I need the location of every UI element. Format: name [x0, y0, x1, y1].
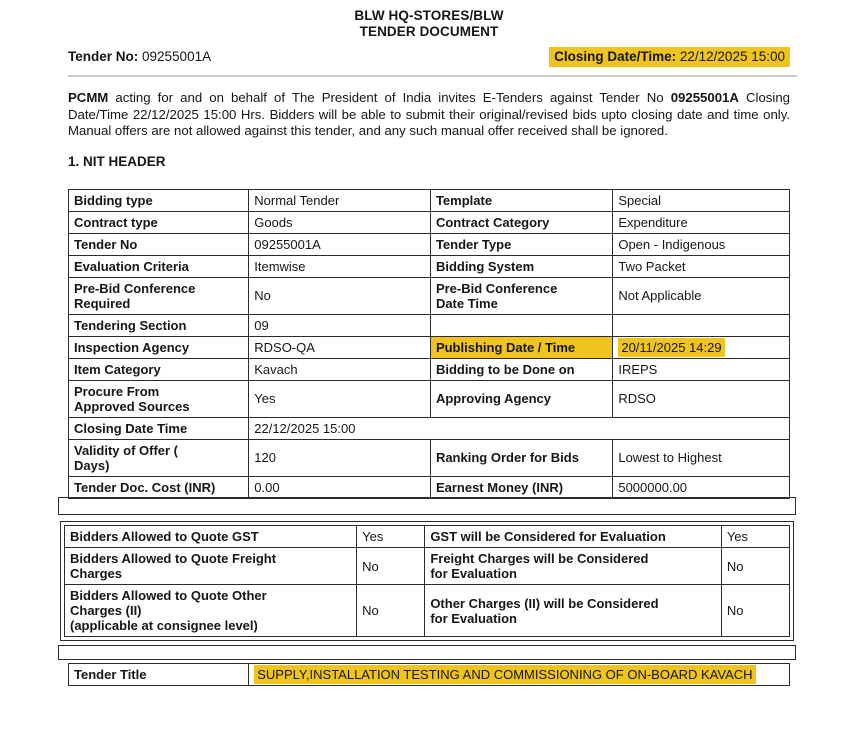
value-cell: Two Packet	[613, 255, 790, 277]
table-row	[69, 417, 790, 439]
tender-no-label: Tender No:	[68, 49, 139, 64]
label-cell: Approving Agency	[430, 380, 612, 417]
empty-row-strip	[58, 645, 796, 660]
tender-title-label-cell: Tender Title	[69, 664, 249, 686]
label-cell: Evaluation Criteria	[69, 255, 249, 277]
label-cell: Ranking Order for Bids	[430, 439, 612, 476]
tender-no	[68, 47, 211, 64]
table-row	[69, 255, 790, 277]
value-cell: IREPS	[613, 358, 790, 380]
label-cell: Item Category	[69, 358, 249, 380]
label-cell: Closing Date Time	[69, 417, 249, 439]
empty-row-strip	[58, 497, 796, 515]
table-row	[69, 380, 790, 417]
gst-table-container	[60, 521, 794, 641]
value-cell: 120	[249, 439, 431, 476]
value-cell: RDSO	[613, 380, 790, 417]
document-title	[68, 8, 790, 40]
table-row	[69, 358, 790, 380]
value-cell: Itemwise	[249, 255, 431, 277]
value-cell: 5000000.00	[613, 476, 790, 498]
table-row	[65, 548, 790, 585]
intro-text-1: acting for and on behalf of The President of India invites E-Tenders against Tender No	[108, 90, 671, 105]
value-cell: Not Applicable	[613, 277, 790, 314]
org-name: BLW HQ-STORES/BLW	[354, 8, 504, 23]
label-cell: Bidders Allowed to Quote Freight Charges	[65, 548, 357, 585]
table-row	[69, 476, 790, 498]
table-row	[69, 439, 790, 476]
publishing-date-highlight: 20/11/2025 14:29	[618, 338, 724, 357]
label-cell: Bidders Allowed to Quote Other Charges (II) (applicable at consignee level)	[65, 585, 357, 637]
value-cell: Yes	[721, 526, 789, 548]
table-row	[69, 314, 790, 336]
value-cell: Kavach	[249, 358, 431, 380]
value-cell: Lowest to Highest	[613, 439, 790, 476]
table-row	[69, 277, 790, 314]
table-row	[69, 336, 790, 358]
label-cell: Procure From Approved Sources	[69, 380, 249, 417]
value-cell: Expenditure	[613, 211, 790, 233]
nit-header-heading: 1. NIT HEADER	[68, 153, 166, 169]
intro-text-2: Closing Date/Time 22/12/2025 15:00 Hrs. Bidders will be able to submit their original/revised bids upto closing date and time only. Manual offers are not allowed against this tender, and any such manual offer received shall be ignored.	[68, 90, 790, 138]
closing-datetime-badge	[549, 47, 790, 67]
label-cell: Bidding type	[69, 189, 249, 211]
label-cell: Bidders Allowed to Quote GST	[65, 526, 357, 548]
value-cell: Special	[613, 189, 790, 211]
value-cell: RDSO-QA	[249, 336, 431, 358]
table-row	[69, 211, 790, 233]
label-cell: Other Charges (II) will be Considered for Evaluation	[425, 585, 722, 637]
label-cell: Contract type	[69, 211, 249, 233]
intro-paragraph	[68, 90, 790, 140]
table-row	[69, 189, 790, 211]
intro-tender-no: 09255001A	[670, 90, 739, 105]
tender-title-value-cell	[249, 664, 790, 686]
header-divider	[68, 75, 797, 77]
label-cell: Tender No	[69, 233, 249, 255]
table-row	[69, 664, 790, 686]
value-cell: No	[249, 277, 431, 314]
value-cell: No	[357, 585, 425, 637]
tender-no-value: 09255001A	[142, 49, 212, 64]
label-cell: Tender Type	[430, 233, 612, 255]
value-cell: No	[721, 585, 789, 637]
table-row	[69, 233, 790, 255]
empty-cell	[613, 314, 790, 336]
label-cell: GST will be Considered for Evaluation	[425, 526, 722, 548]
label-cell: Tender Doc. Cost (INR)	[69, 476, 249, 498]
nit-header-table	[68, 189, 790, 499]
label-cell: Tendering Section	[69, 314, 249, 336]
gst-evaluation-table	[64, 525, 790, 637]
label-cell: Pre-Bid Conference Required	[69, 277, 249, 314]
table-row	[65, 526, 790, 548]
value-cell: 09255001A	[249, 233, 431, 255]
value-cell: Open - Indigenous	[613, 233, 790, 255]
value-cell: 09	[249, 314, 431, 336]
label-cell: Template	[430, 189, 612, 211]
label-cell: Contract Category	[430, 211, 612, 233]
label-cell: Validity of Offer ( Days)	[69, 439, 249, 476]
closing-datetime-label: Closing Date/Time:	[554, 49, 677, 64]
closing-datetime-value: 22/12/2025 15:00	[679, 49, 785, 64]
tender-title-highlight: SUPPLY,INSTALLATION TESTING AND COMMISSIONING OF ON-BOARD KAVACH	[254, 665, 755, 684]
publishing-date-value-cell	[613, 336, 790, 358]
header-meta-row	[68, 47, 790, 67]
label-cell: Bidding to be Done on	[430, 358, 612, 380]
value-cell: Normal Tender	[249, 189, 431, 211]
value-cell: Goods	[249, 211, 431, 233]
label-cell: Inspection Agency	[69, 336, 249, 358]
table-row	[65, 585, 790, 637]
label-cell: Freight Charges will be Considered for Evaluation	[425, 548, 722, 585]
label-cell: Earnest Money (INR)	[430, 476, 612, 498]
empty-cell	[430, 314, 612, 336]
label-cell: Pre-Bid Conference Date Time	[430, 277, 612, 314]
value-cell: 22/12/2025 15:00	[249, 417, 790, 439]
document-type: TENDER DOCUMENT	[359, 24, 499, 39]
value-cell: No	[721, 548, 789, 585]
intro-pcmm: PCMM	[68, 90, 109, 105]
value-cell: No	[357, 548, 425, 585]
value-cell: 0.00	[249, 476, 431, 498]
tender-title-table	[68, 663, 790, 686]
value-cell: Yes	[249, 380, 431, 417]
label-cell: Bidding System	[430, 255, 612, 277]
value-cell: Yes	[357, 526, 425, 548]
publishing-date-label-cell: Publishing Date / Time	[430, 336, 612, 358]
